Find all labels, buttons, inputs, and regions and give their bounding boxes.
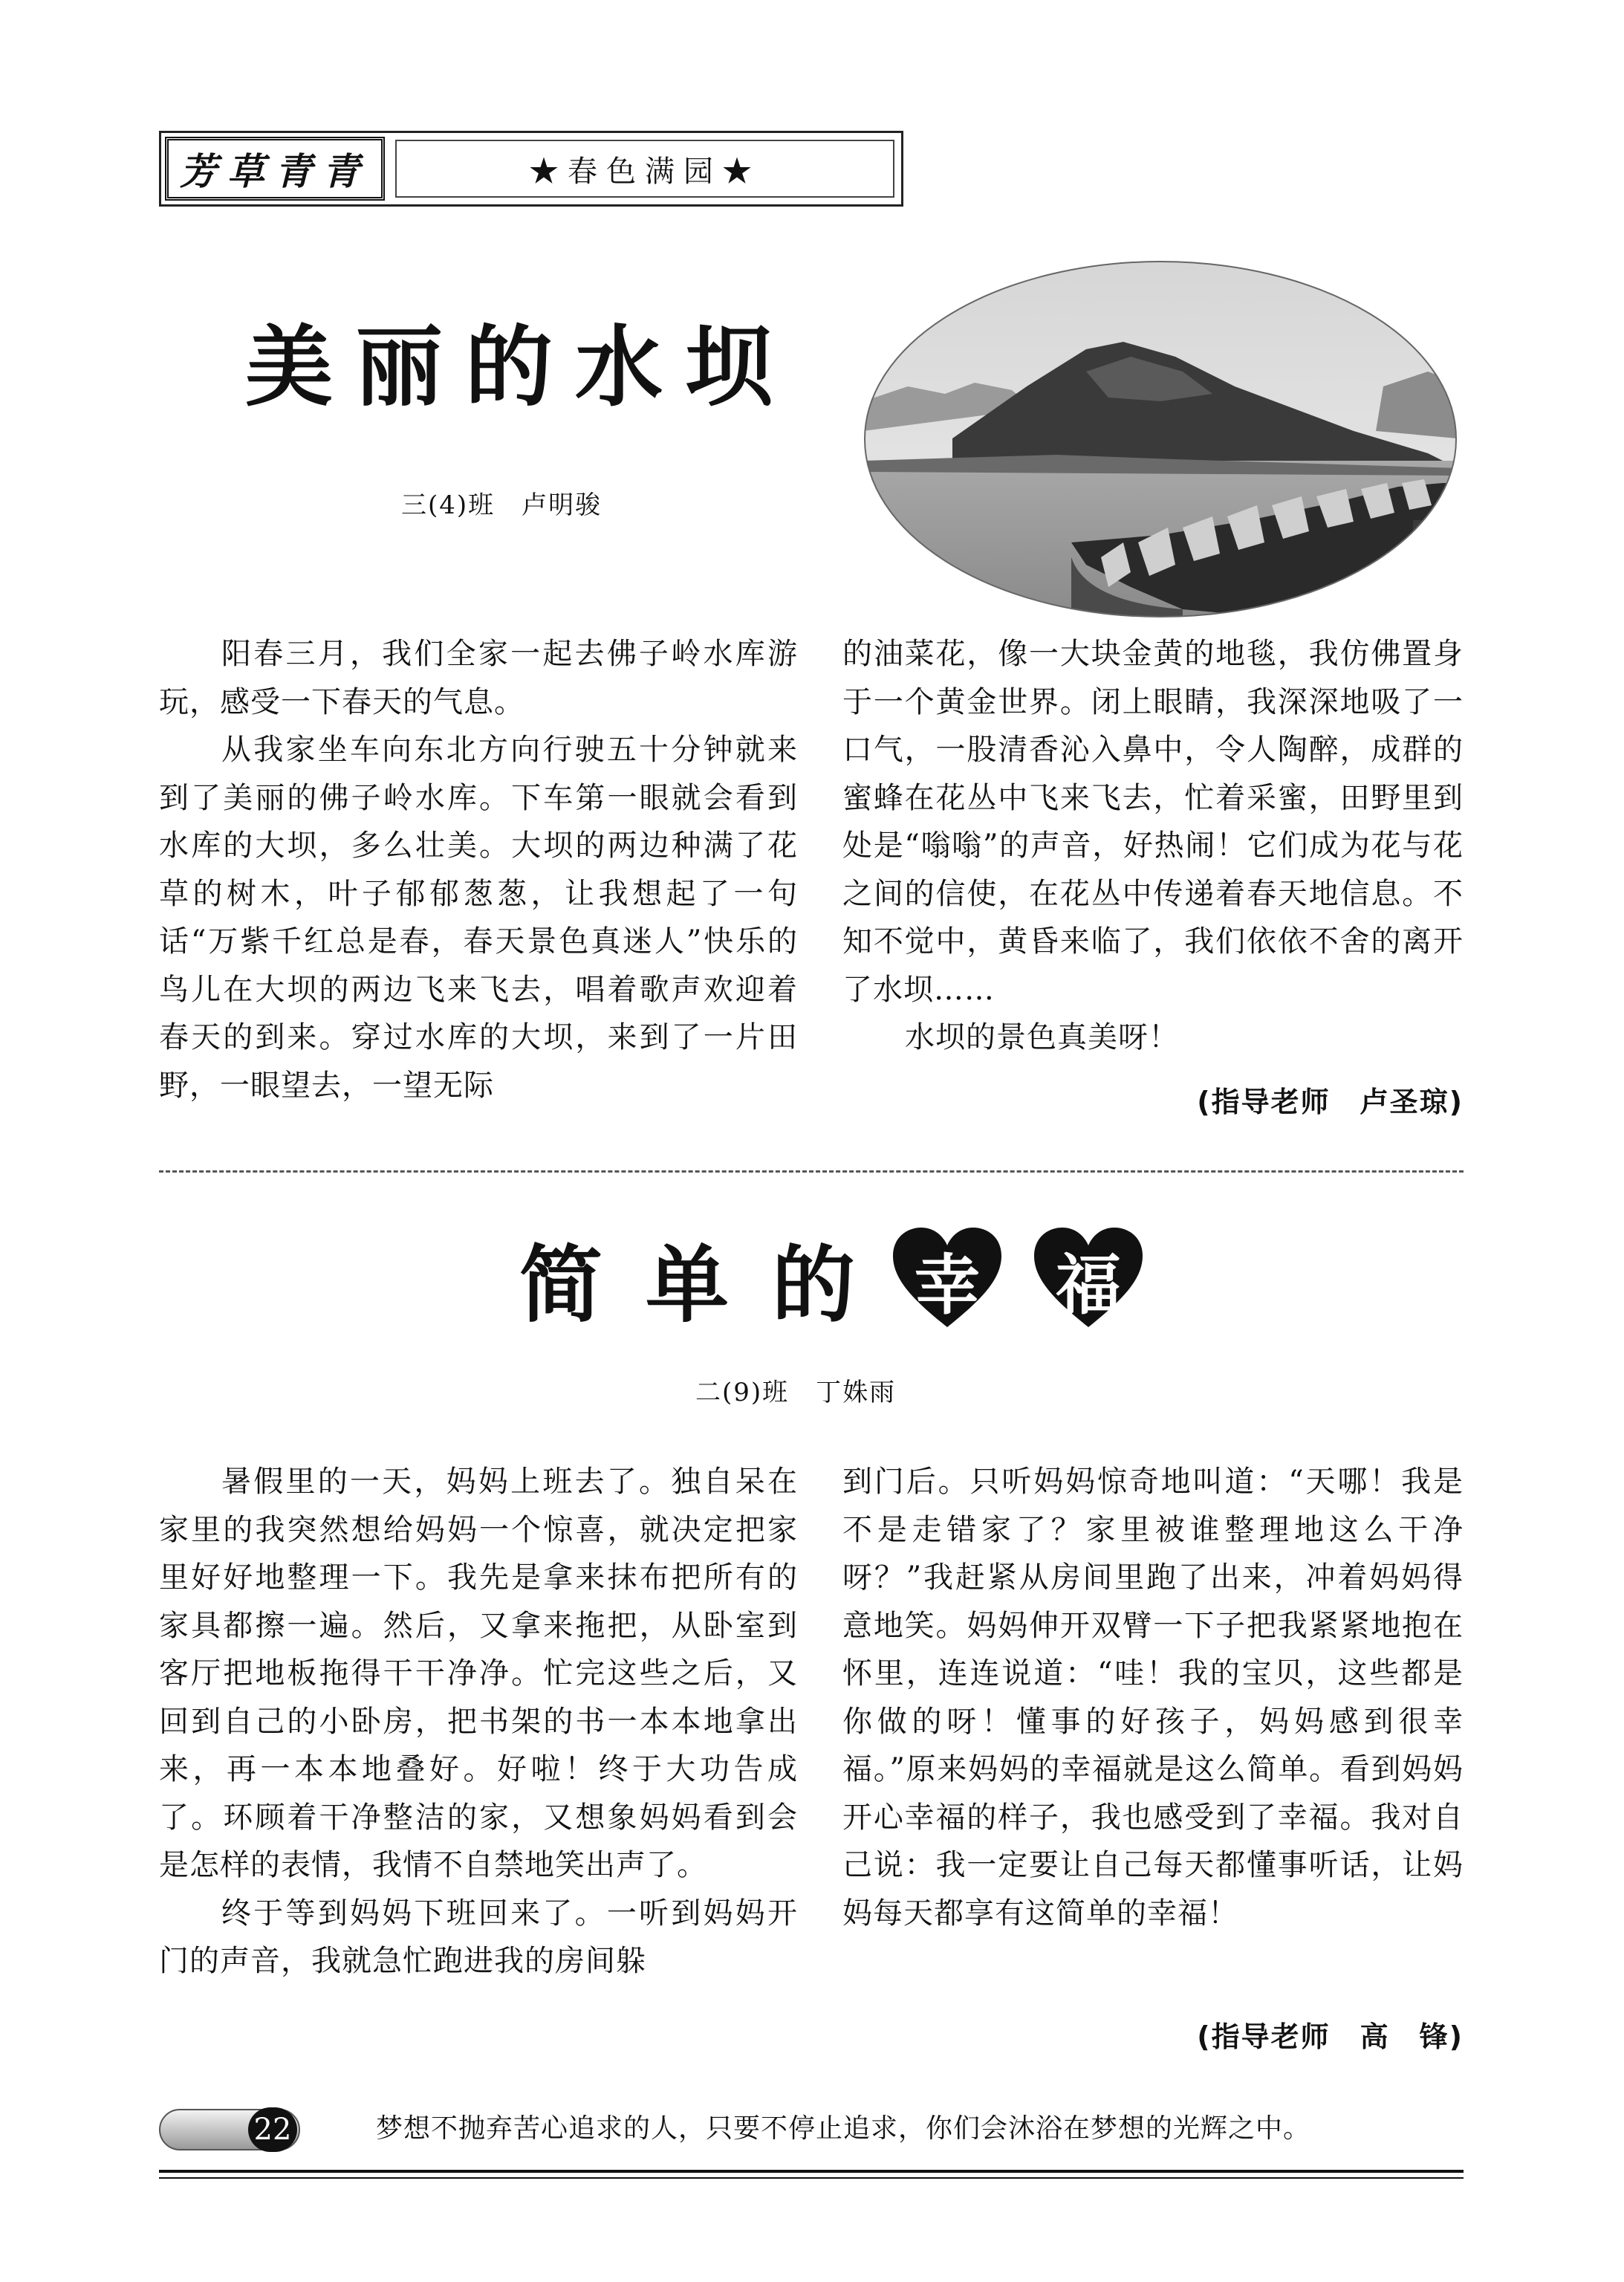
article2-teacher: (指导老师 高 锋) bbox=[1197, 2020, 1464, 2053]
heart-char: 福 bbox=[1055, 1247, 1121, 1323]
article1-paragraph: 从我家坐车向东北方向行驶五十分钟就来到了美丽的佛子岭水库。下车第一眼就会看到水库的大坝，多么壮美。大坝的两边种满了花草的树木，叶子郁郁葱葱，让我想起了一句话“万紫千红总是春，春天景色真迷人”快乐的鸟儿在大坝的两边飞来飞去，唱着歌声欢迎着春天的到来。穿过水库的大坝，来到了一片田野，一眼望去，一望无际 bbox=[159, 733, 798, 1103]
section-banner: ★春色满园★ bbox=[395, 140, 894, 198]
section-title: 芳草青青 bbox=[165, 137, 385, 201]
article1-byline: 三(4)班 卢明骏 bbox=[401, 490, 602, 520]
article2-paragraph: 终于等到妈妈下班回来了。一听到妈妈开门的声音，我就急忙跑进我的房间躲 bbox=[159, 1896, 798, 1978]
dam-photo-image bbox=[863, 260, 1458, 618]
article2-right-column bbox=[842, 1458, 1464, 1937]
article1-left-column bbox=[159, 630, 798, 1109]
dam-photo bbox=[863, 260, 1458, 618]
footer-motto: 梦想不抛弃苦心追求的人，只要不停止追求，你们会沐浴在梦想的光辉之中。 bbox=[376, 2113, 1311, 2144]
article1-paragraph: 水坝的景色真美呀！ bbox=[905, 1020, 1179, 1054]
article1-title: 美丽的水坝 bbox=[245, 316, 796, 418]
article1-paragraph: 阳春三月，我们全家一起去佛子岭水库游玩，感受一下春天的气息。 bbox=[159, 637, 798, 719]
title-char: 简 bbox=[519, 1236, 602, 1334]
article1-teacher: (指导老师 卢圣琼) bbox=[1197, 1086, 1464, 1118]
article2-paragraph: 到门后。只听妈妈惊奇地叫道：“天哪！我是不是走错家了？家里被谁整理地这么干净呀？”我赶紧从房间里跑了出来，冲着妈妈得意地笑。妈妈伸开双臂一下子把我紧紧地抱在怀里，连连说道：“哇！我的宝贝，这些都是你做的呀！懂事的好孩子，妈妈感到很幸福。”原来妈妈的幸福就是这么简单。看到妈妈开心幸福的样子，我也感受到了幸福。我对自己说：我一定要让自己每天都懂事听话，让妈妈每天都享有这简单的幸福！ bbox=[842, 1465, 1464, 1931]
article2-byline: 二(9)班 丁姝雨 bbox=[695, 1378, 897, 1407]
heart-icon bbox=[1033, 1226, 1144, 1330]
title-char: 单 bbox=[646, 1236, 729, 1334]
article1-paragraph: 的油菜花，像一大块金黄的地毯，我仿佛置身于一个黄金世界。闭上眼睛，我深深地吸了一口气，一股清香沁入鼻中，令人陶醉，成群的蜜蜂在花丛中飞来飞去，忙着采蜜，田野里到处是“嗡嗡”的声音，好热闹！它们成为花与花之间的信使，在花丛中传递着春天地信息。不知不觉中，黄昏来临了，我们依依不舍的离开了水坝…… bbox=[842, 637, 1464, 1007]
article1-right-column bbox=[842, 630, 1464, 1062]
footer-rule bbox=[159, 2170, 1464, 2173]
title-char: 的 bbox=[772, 1236, 855, 1334]
article2-paragraph: 暑假里的一天，妈妈上班去了。独自呆在家里的我突然想给妈妈一个惊喜，就决定把家里好好地整理一下。我先是拿来抹布把所有的家具都擦一遍。然后，又拿来拖把，从卧室到客厅把地板拖得干干净净。忙完这些之后，又回到自己的小卧房，把书架的书一本本地拿出来，再一本本地叠好。好啦！终于大功告成了。环顾着干净整洁的家，又想象妈妈看到会是怎样的表情，我情不自禁地笑出声了。 bbox=[159, 1465, 798, 1882]
article-divider bbox=[159, 1170, 1464, 1173]
heart-char: 幸 bbox=[914, 1247, 980, 1323]
page-number: 22 bbox=[248, 2107, 297, 2152]
footer-rule bbox=[159, 2177, 1464, 2179]
article2-left-column bbox=[159, 1458, 798, 1986]
article2-title bbox=[513, 1226, 1144, 1334]
heart-icon bbox=[891, 1226, 1003, 1330]
